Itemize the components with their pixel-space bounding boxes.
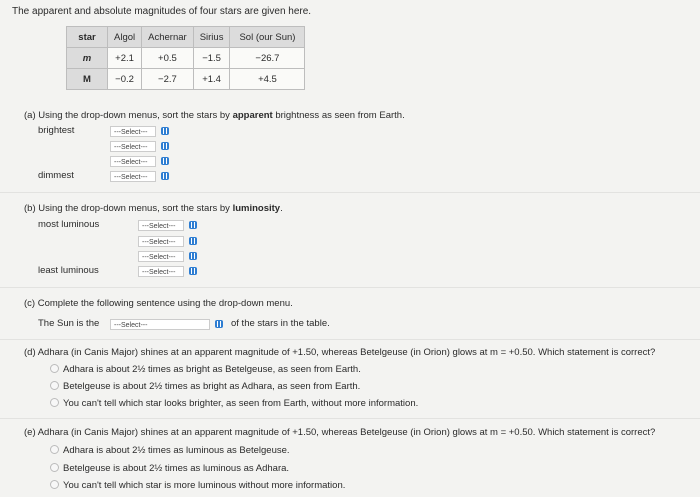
- table-cell: +0.5: [142, 48, 194, 69]
- dropdown-icon[interactable]: [161, 172, 169, 180]
- part-e-radio-1[interactable]: [50, 445, 59, 454]
- part-e-radio-3[interactable]: [50, 480, 59, 489]
- dropdown-icon[interactable]: [189, 221, 197, 229]
- part-b-select-2[interactable]: ---Select---: [138, 235, 197, 247]
- magnitude-table: [66, 26, 305, 90]
- part-d-option-3[interactable]: You can't tell which star looks brighter, as seen from Earth, without more information.: [63, 398, 419, 409]
- part-e-option-3[interactable]: You can't tell which star is more luminous without more information.: [63, 480, 346, 491]
- part-d-option-1[interactable]: Adhara is about 2½ times as bright as Betelgeuse, as seen from Earth.: [63, 364, 361, 375]
- part-e-question: (e) Adhara (in Canis Major) shines at an apparent magnitude of +1.50, whereas Betelgeuse (in Orion) glows at m = +0.50. Which statement is correct?: [24, 427, 656, 438]
- table-row: [67, 69, 305, 90]
- part-a-select-1[interactable]: ---Select---: [110, 125, 169, 137]
- part-a-select-4[interactable]: ---Select---: [110, 170, 169, 182]
- divider: [0, 192, 700, 193]
- part-d-option-2[interactable]: Betelgeuse is about 2½ times as bright as Adhara, as seen from Earth.: [63, 381, 361, 392]
- table-cell: −26.7: [230, 48, 305, 69]
- dropdown-icon[interactable]: [215, 320, 223, 328]
- part-d-question: (d) Adhara (in Canis Major) shines at an apparent magnitude of +1.50, whereas Betelgeuse (in Orion) glows at m = +0.50. Which statement is correct?: [24, 347, 656, 358]
- table-cell: −2.7: [142, 69, 194, 90]
- table-header-star: star: [67, 27, 108, 48]
- part-a-bottom-label: dimmest: [38, 170, 74, 181]
- table-cell: +2.1: [108, 48, 142, 69]
- table-cell: −0.2: [108, 69, 142, 90]
- part-a-top-label: brightest: [38, 125, 75, 136]
- part-e-option-1[interactable]: Adhara is about 2½ times as luminous as Betelgeuse.: [63, 445, 290, 456]
- part-d-radio-1[interactable]: [50, 364, 59, 373]
- table-row: [67, 48, 305, 69]
- divider: [0, 287, 700, 288]
- dropdown-icon[interactable]: [161, 142, 169, 150]
- dropdown-icon[interactable]: [161, 157, 169, 165]
- table-header-achernar: Achernar: [142, 27, 194, 48]
- dropdown-icon[interactable]: [161, 127, 169, 135]
- dropdown-icon[interactable]: [189, 252, 197, 260]
- part-a-question: (a) Using the drop-down menus, sort the stars by apparent brightness as seen from Earth.: [24, 110, 405, 121]
- part-b-select-4[interactable]: ---Select---: [138, 265, 197, 277]
- divider: [0, 418, 700, 419]
- intro-text: The apparent and absolute magnitudes of four stars are given here.: [12, 6, 312, 17]
- part-c-question: (c) Complete the following sentence using the drop-down menu.: [24, 298, 293, 309]
- part-c-select[interactable]: ---Select---: [110, 318, 223, 330]
- table-header-sirius: Sirius: [193, 27, 230, 48]
- table-cell: +1.4: [193, 69, 230, 90]
- table-cell: −1.5: [193, 48, 230, 69]
- table-header-sol: Sol (our Sun): [230, 27, 305, 48]
- part-c-sentence-start: The Sun is the: [38, 318, 100, 329]
- divider: [0, 339, 700, 340]
- part-b-bottom-label: least luminous: [38, 265, 99, 276]
- dropdown-icon[interactable]: [189, 267, 197, 275]
- part-b-top-label: most luminous: [38, 219, 100, 230]
- part-e-radio-2[interactable]: [50, 463, 59, 472]
- part-b-select-1[interactable]: ---Select---: [138, 219, 197, 231]
- dropdown-icon[interactable]: [189, 237, 197, 245]
- part-c-sentence-end: of the stars in the table.: [231, 318, 330, 329]
- part-e-option-2[interactable]: Betelgeuse is about 2½ times as luminous as Adhara.: [63, 463, 290, 474]
- part-a-select-2[interactable]: ---Select---: [110, 140, 169, 152]
- table-header-algol: Algol: [108, 27, 142, 48]
- part-b-select-3[interactable]: ---Select---: [138, 250, 197, 262]
- part-d-radio-3[interactable]: [50, 398, 59, 407]
- row-label-m: m: [67, 48, 108, 69]
- part-b-question: (b) Using the drop-down menus, sort the stars by luminosity.: [24, 203, 283, 214]
- part-a-select-3[interactable]: ---Select---: [110, 155, 169, 167]
- part-d-radio-2[interactable]: [50, 381, 59, 390]
- row-label-M: M: [67, 69, 108, 90]
- table-cell: +4.5: [230, 69, 305, 90]
